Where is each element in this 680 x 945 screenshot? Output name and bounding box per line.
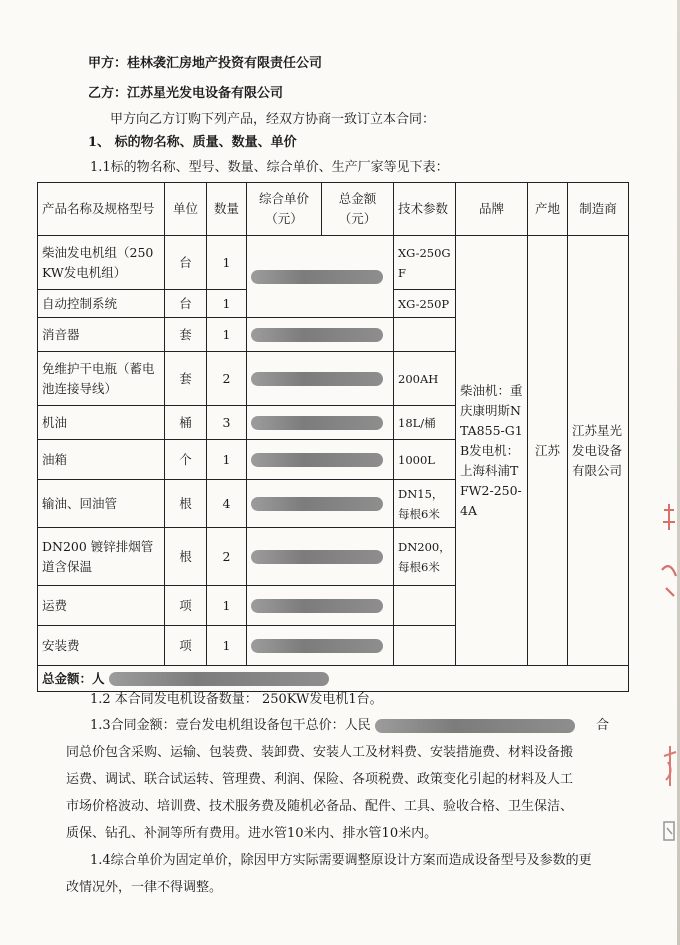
row-name: 消音器: [38, 318, 165, 352]
row-unit: 套: [165, 352, 207, 406]
clause-1-3-tail: 合: [596, 718, 610, 733]
table-total-row: [38, 666, 629, 692]
row-qty: 2: [207, 352, 247, 406]
row-unit: 根: [165, 480, 207, 528]
redaction-bar: [251, 497, 383, 511]
row-name: 运费: [38, 586, 165, 626]
clause-1-3-text: 1.3合同金额：壹台发电机组设备包干总价：人民: [90, 718, 371, 733]
table-row: [38, 236, 629, 290]
row-name: 自动控制系统: [38, 290, 165, 318]
row-unit: 台: [165, 236, 207, 290]
row-name: 油箱: [38, 440, 165, 480]
row-qty: 4: [207, 480, 247, 528]
row-price-redacted: [247, 406, 394, 440]
row-unit: 套: [165, 318, 207, 352]
header-brand: 品牌: [456, 183, 528, 236]
clause-1-3-line: 质保、钻孔、补洞等所有费用。进水管10米内、排水管10米内。: [66, 826, 438, 841]
row-price-redacted: [247, 480, 394, 528]
row-tech: 18L/桶: [394, 406, 456, 440]
header-unit-price: 综合单价（元）: [247, 183, 322, 236]
row-qty: 1: [207, 586, 247, 626]
redaction-bar: [251, 328, 383, 342]
clause-1-4-line: 改情况外，一律不得调整。: [66, 880, 223, 895]
redaction-bar: [251, 270, 383, 284]
row-unit: 项: [165, 586, 207, 626]
header-maker: 制造商: [568, 183, 629, 236]
clause-1-3-head: [90, 716, 575, 736]
row-unit: 台: [165, 290, 207, 318]
redaction-bar: [251, 416, 383, 430]
section-1-title: 1、 标的物名称、质量、数量、单价: [88, 135, 297, 150]
row-qty: 1: [207, 290, 247, 318]
row-price-redacted: [247, 352, 394, 406]
table-header-row: [38, 183, 629, 236]
row-tech: XG-250GF: [394, 236, 456, 290]
clause-1-3-line: 市场价格波动、培训费、技术服务费及随机必备品、配件、工具、验收合格、卫生保洁、: [66, 799, 574, 814]
redaction-bar: [251, 639, 383, 653]
row-qty: 1: [207, 626, 247, 666]
maker-cell: 江苏星光发电设备有限公司: [568, 236, 629, 666]
header-origin: 产地: [528, 183, 568, 236]
total-amount-label: 总金额：人: [42, 670, 105, 686]
row-qty: 1: [207, 440, 247, 480]
party-a: 甲方：桂林袭汇房地产投资有限责任公司: [88, 56, 323, 71]
row-qty: 3: [207, 406, 247, 440]
clause-1-3-line: 运费、调试、联合试运转、管理费、利润、保险、各项税费、政策变化引起的材料及人工: [66, 772, 574, 787]
row-tech: 1000L: [394, 440, 456, 480]
clause-1-1: 1.1标的物名称、型号、数量、综合单价、生产厂家等见下表：: [90, 160, 449, 175]
row-unit: 根: [165, 528, 207, 586]
row-tech: [394, 626, 456, 666]
clause-1-3-line: 同总价包含采购、运输、包装费、装卸费、安装人工及材料费、安装措施费、材料设备搬: [66, 745, 574, 760]
row-unit: 项: [165, 626, 207, 666]
intro-text: 甲方向乙方订购下列产品，经双方协商一致订立本合同：: [110, 112, 436, 127]
row-name: 免维护干电瓶（蓄电池连接导线）: [38, 352, 165, 406]
header-tech: 技术参数: [394, 183, 456, 236]
redaction-bar: [251, 453, 383, 467]
row-price-redacted: [247, 440, 394, 480]
clause-1-2: 1.2 本合同发电机设备数量： 250KW发电机1台。: [90, 692, 383, 707]
row-tech: [394, 586, 456, 626]
row-name: 机油: [38, 406, 165, 440]
redaction-bar: [251, 550, 383, 564]
header-unit: 单位: [165, 183, 207, 236]
clause-1-4-line: 1.4综合单价为固定单价，除因甲方实际需要调整原设计方案而造成设备型号及参数的更: [90, 853, 592, 868]
party-b: 乙方：江苏星光发电设备有限公司: [88, 86, 284, 101]
product-table: [37, 182, 629, 692]
row-price-redacted: [247, 528, 394, 586]
redaction-bar: [109, 672, 329, 686]
row-qty: 1: [207, 318, 247, 352]
row-qty: 2: [207, 528, 247, 586]
row-price-redacted: [247, 626, 394, 666]
row-price-redacted: [247, 236, 394, 318]
row-unit: 个: [165, 440, 207, 480]
row-name: 柴油发电机组（250KW发电机组）: [38, 236, 165, 290]
row-name: 安装费: [38, 626, 165, 666]
header-qty: 数量: [207, 183, 247, 236]
origin-cell: 江苏: [528, 236, 568, 666]
row-unit: 桶: [165, 406, 207, 440]
total-amount-cell: [38, 666, 629, 692]
header-name: 产品名称及规格型号: [38, 183, 165, 236]
redaction-bar: [251, 372, 383, 386]
redaction-bar: [375, 719, 575, 733]
brand-cell: 柴油机：重庆康明斯NTA855-G1B发电机：上海科浦TFW2-250-4A: [456, 236, 528, 666]
row-tech: DN15，每根6米: [394, 480, 456, 528]
row-tech: DN200，每根6米: [394, 528, 456, 586]
row-qty: 1: [207, 236, 247, 290]
row-price-redacted: [247, 586, 394, 626]
row-tech: 200AH: [394, 352, 456, 406]
row-price-redacted: [247, 318, 394, 352]
redaction-bar: [251, 599, 383, 613]
row-tech: [394, 318, 456, 352]
row-name: 输油、回油管: [38, 480, 165, 528]
header-total: 总金额（元）: [322, 183, 394, 236]
row-name: DN200 镀锌排烟管道含保温: [38, 528, 165, 586]
row-tech: XG-250P: [394, 290, 456, 318]
